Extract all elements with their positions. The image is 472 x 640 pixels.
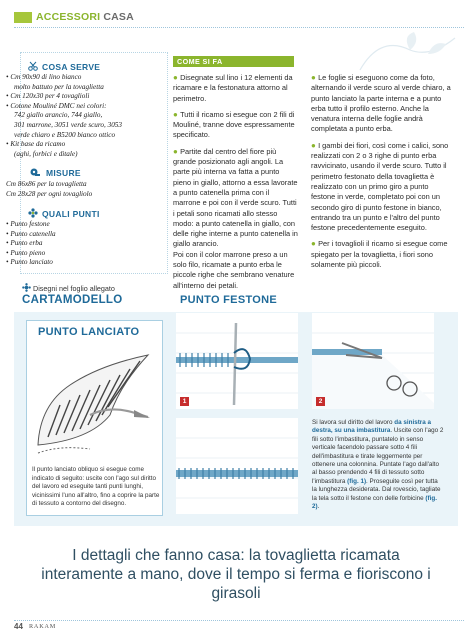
festone-fig-1 [176,313,298,409]
cosa_serve-item: verde chiaro e B5200 bianco ottico [14,130,116,139]
festone-fig-2 [312,313,434,409]
header-accent-bar [14,12,32,23]
how-to-label: COME SI FA [173,56,294,67]
bullet-icon: ● [173,109,181,119]
cosa-serve-label: COSA SERVE [42,62,101,72]
punti-item: • Punto erba [6,239,43,248]
punti-item: • Punto lanciato [6,258,53,267]
festone-caption-bold-2: (fig. 1) [347,477,367,485]
punti-item: • Punto festone [6,220,50,228]
instruction-text: Per i tovaglioli il ricamo si esegue come spiegato per la tovaglietta, i fiori sono solamente più piccoli. [311,239,448,270]
festone-caption-tail: . [317,503,320,511]
page-footer [14,620,464,634]
instruction-paragraph [173,147,298,250]
instructions-column-2 [311,73,451,276]
tape-measure-icon [28,167,42,177]
cosa_serve-item: 742 giallo arancio, 744 giallo, [14,111,103,120]
festone-caption-intro: Si lavora sul diritto del lavoro [312,419,393,426]
cosa_serve-item: • Cm 120x30 per 4 tovaglioli [6,92,90,101]
bullet-icon: ● [311,140,319,150]
fig-2-badge: 2 [316,397,325,406]
punto-lanciato-title: PUNTO LANCIATO [38,326,140,338]
bullet-icon: ● [311,239,319,249]
festone-fig-1-illustration [176,313,298,409]
misure-item: Cm 28x28 per ogni tovagliolo [6,189,93,198]
instruction-text: Disegnate sul lino i 12 elementi da ricamare e la festonatura attorno al perimetro. [173,73,293,103]
flower-icon [28,208,38,218]
pattern-note-small-text: Disegni nel foglio allegato [33,284,115,293]
punto-festone-title: PUNTO FESTONE [180,294,278,306]
bullet-icon: ● [173,146,181,156]
instruction-paragraph [311,73,451,135]
pattern-note-title: CARTAMODELLO [22,294,123,306]
scissors-icon [28,61,38,71]
instruction-paragraph [311,239,451,270]
punti-list [6,220,56,268]
page-number: 44 [14,622,23,631]
pattern-note-small [22,283,172,293]
bullet-icon: ● [173,73,181,82]
instruction-paragraph [173,110,298,141]
misure-item: Cm 86x86 per la tovaglietta [6,180,87,188]
punti-item: • Punto pieno [6,248,46,257]
sunflower-decoration-icon [350,30,460,76]
section-title-rest: CASA [103,11,134,23]
instruction-text: Le foglie si eseguono come da foto, alternando il verde scuro al verde chiaro, a punto lanciato la parte interna e a punto erba tutto il profilo esterno. Anche la venatura interna delle foglie andrà completata a punto erba. [311,73,451,134]
section-title-accent: ACCESSORI [36,11,101,23]
asterisk-flower-icon [22,283,31,292]
festone-finished-illustration [176,418,298,514]
instruction-paragraph [173,250,298,291]
instruction-paragraph [311,141,451,234]
section-title [36,11,134,23]
festone-finished-image [176,418,298,514]
misure-title [28,167,81,178]
punto-lanciato-illustration [30,345,160,460]
page-header [14,8,464,28]
punto-festone-caption [312,419,444,511]
cosa_serve-item: • Cotone Mouliné DMC nei colori: [6,101,107,110]
bullet-icon: ● [311,73,319,82]
cosa_serve-item: 301 marrone, 3051 verde scuro, 3053 [14,120,122,129]
festone-caption-end: . Proseguite così per tutta la lunghezza desiderata. Dal rovescio, tagliate la tela sotto il festone con delle forbicine [312,477,441,502]
festone-fig-2-illustration [312,313,434,409]
fig-1-badge: 1 [180,397,189,406]
misure-label: MISURE [46,168,81,178]
festone-caption-bold-3: (fig. 2) [312,494,437,511]
pattern-note [22,283,172,306]
cosa_serve-item: • Kit base da ricamo [6,140,66,149]
instructions-column-1 [173,73,298,297]
instruction-paragraph [173,73,298,104]
punti-item: • Punto catenella [6,229,56,238]
footer-divider [14,620,464,621]
misure-list [6,180,92,199]
punti-title [28,208,100,219]
magazine-name: RAKAM [29,623,57,630]
instruction-text: I gambi dei fiori, così come i calici, sono realizzati con 2 o 3 righe di punto erba ravvicinato, usando il verde scuro. Tutto il perimetro festonato della tovaglietta è realizzato con un primo giro a punto festone in verde, completato poi con un secondo giro di punto festone in bianco, entrando tra un punto e l'altro del punto festone precedentemente eseguito. [311,140,449,233]
instruction-text: Poi con il color marrone preso a un solo filo, ricamate a punto erba le piccole righe che sembrano venature all'interno dei petali. [173,249,295,290]
cosa-serve-list [6,73,122,159]
instruction-text: Partite dal centro del fiore più grande posizionato agli angoli. La parte più interna va fatta a punto pieno in giallo, attorno a essa lavorate a punto catenella prima con il marrone e poi con il verde scuro. Tutti i petali sono ricamati allo stesso modo: a punto catenella in giallo, con delle righe interne a punto catenella in giallo arancio. [173,146,298,249]
instruction-text: Tutti il ricamo si esegue con 2 fili di Mouliné, tranne dove espressamente specificato. [173,109,295,140]
punto-lanciato-caption: Il punto lanciato obliquo si esegue come indicato di seguito: uscite con l'ago sul diritto del lavoro ed eseguite tanti punti lunghi, vicinissimi l'uno all'altro, fino a coprire la parte di tessuto a contorno del disegno. [32,466,160,508]
page-tagline: I dettagli che fanno casa: la tovaglietta ricamata interamente a mano, dove il tempo si ferma e fioriscono i girasoli [41,547,431,602]
festone-caption-mid: . Uscite con l'ago 2 fili sotto l'imbastitura, puntatelo in senso verticale facendolo passare sotto 4 fili dell'imbastitura e tirate leggermente per ottenere una colonnina. Puntate l'ago dall'alto al basso prendendo 4 fili di tessuto sotto l'imbastitura [312,427,444,485]
cosa_serve-item: • Cm 90x90 di lino bianco [6,73,82,81]
festone-caption-bold-1: da sinistra a destra, su una imbastitura [312,419,431,435]
cosa_serve-item: molto battuto per la tovaglietta [14,82,104,91]
cosa-serve-title [28,61,100,72]
header-divider [14,27,464,28]
punti-label: QUALI PUNTI [42,209,100,219]
cosa_serve-item: (aghi, forbici e ditale) [14,149,78,158]
